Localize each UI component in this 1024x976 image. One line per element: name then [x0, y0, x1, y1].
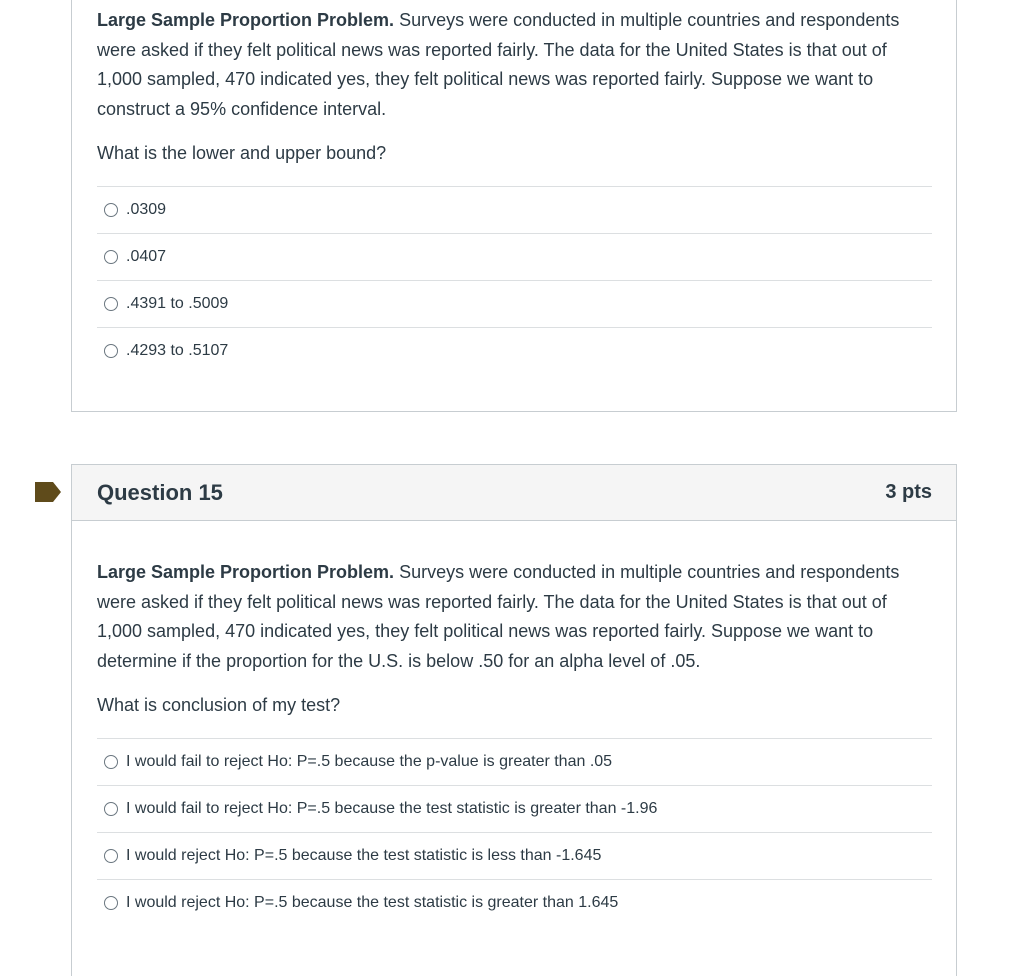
question-15-problem-title: Large Sample Proportion Problem.: [97, 562, 395, 582]
radio-unselected-icon[interactable]: [104, 802, 118, 816]
radio-unselected-icon[interactable]: [104, 755, 118, 769]
question-14-problem-title: Large Sample Proportion Problem.: [97, 10, 395, 30]
answer-label[interactable]: .4391 to .5009: [126, 294, 229, 312]
answer-label[interactable]: I would fail to reject Ho: P=.5 because the test statistic is greater than -1.96: [126, 799, 658, 817]
radio-unselected-icon[interactable]: [104, 849, 118, 863]
answer-option[interactable]: [97, 187, 932, 234]
question-15-answers: [97, 738, 932, 926]
question-points: 3 pts: [885, 481, 932, 503]
answer-label[interactable]: .0309: [126, 200, 167, 218]
answer-option[interactable]: [97, 281, 932, 328]
answer-option[interactable]: [97, 880, 932, 926]
question-15-body: [72, 558, 956, 926]
question-14-problem-text: Surveys were conducted in multiple countries and respondents were asked if they felt political news was reported fairly. The data for the United States is that out of 1,000 sampled, 470 indicated yes, they felt political news was reported fairly. Suppose we want to construct a 95% confidence interval.: [97, 10, 900, 119]
question-15-prompt: What is conclusion of my test?: [97, 695, 341, 716]
radio-unselected-icon[interactable]: [104, 250, 118, 264]
answer-label[interactable]: I would reject Ho: P=.5 because the test statistic is greater than 1.645: [126, 893, 619, 911]
question-title: Question 15: [97, 479, 223, 505]
question-15-header: [72, 465, 956, 521]
radio-unselected-icon[interactable]: [104, 203, 118, 217]
radio-unselected-icon[interactable]: [104, 896, 118, 910]
answer-label[interactable]: I would reject Ho: P=.5 because the test statistic is less than -1.645: [126, 846, 602, 864]
answer-option[interactable]: [97, 328, 932, 374]
question-14-answers: [97, 186, 932, 374]
question-15-card: [71, 464, 957, 976]
answer-option[interactable]: [97, 833, 932, 880]
answer-option[interactable]: [97, 739, 932, 786]
bookmark-flag-icon[interactable]: [35, 482, 61, 502]
question-15-problem-text: Surveys were conducted in multiple countries and respondents were asked if they felt political news was reported fairly. The data for the United States is that out of 1,000 sampled, 470 indicated yes, they felt political news was reported fairly. Suppose we want to determine if the proportion for the U.S. is below .50 for an alpha level of .05.: [97, 562, 900, 671]
question-14-card: [71, 0, 957, 412]
radio-unselected-icon[interactable]: [104, 297, 118, 311]
answer-label[interactable]: I would fail to reject Ho: P=.5 because the p-value is greater than .05: [126, 752, 613, 770]
answer-label[interactable]: .0407: [126, 247, 167, 265]
answer-option[interactable]: [97, 786, 932, 833]
answer-option[interactable]: [97, 234, 932, 281]
question-14-prompt: What is the lower and upper bound?: [97, 143, 387, 164]
answer-label[interactable]: .4293 to .5107: [126, 341, 229, 359]
question-15-text: [97, 558, 932, 676]
question-14-text: [97, 6, 932, 124]
radio-unselected-icon[interactable]: [104, 344, 118, 358]
question-14-body: [72, 6, 956, 374]
